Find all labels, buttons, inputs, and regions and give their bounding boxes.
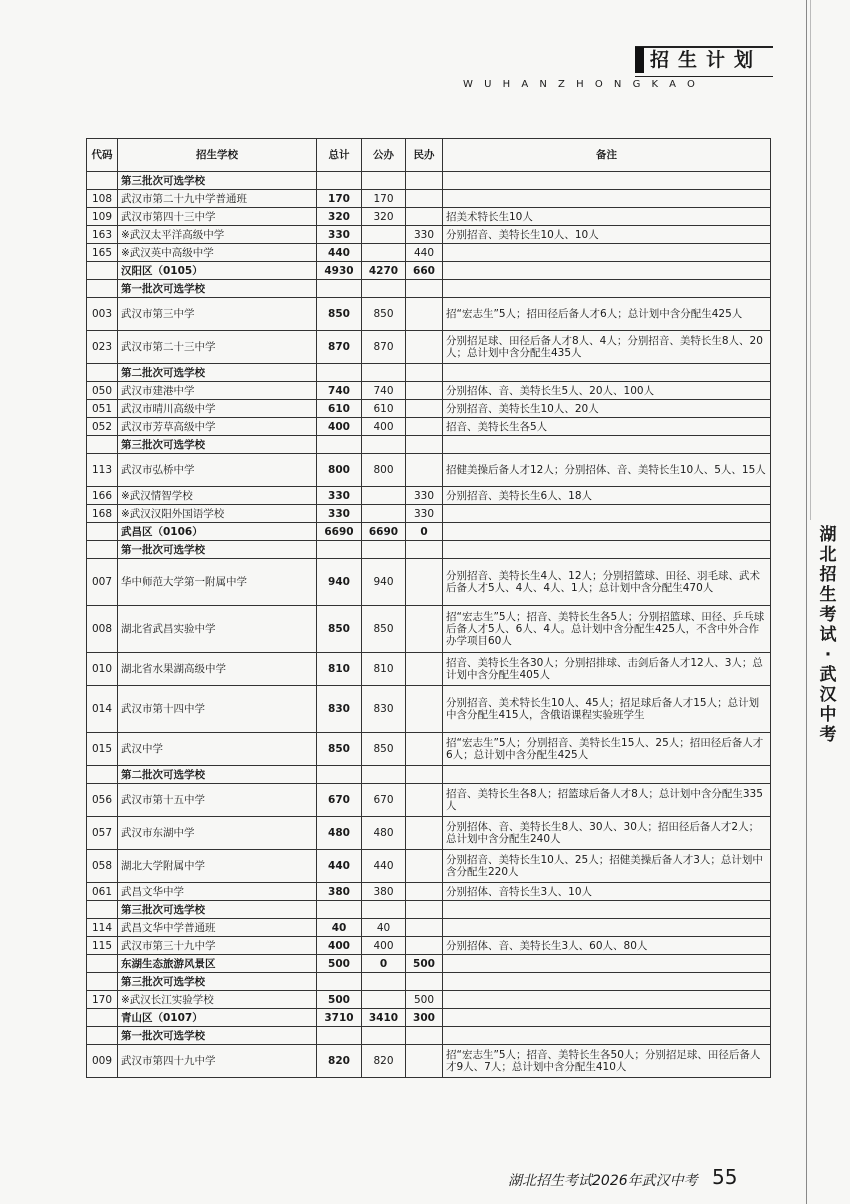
school-name: 青山区（0107）: [118, 1009, 317, 1027]
private-count: [406, 817, 443, 850]
batch-section-row: [87, 973, 771, 991]
school-name: 武昌文华中学: [118, 883, 317, 901]
public-count: [362, 172, 406, 190]
public-count: 940: [362, 559, 406, 606]
table-row: [87, 418, 771, 436]
public-count: [362, 1027, 406, 1045]
remarks: 分别招音、美特长生10人、10人: [443, 226, 771, 244]
school-code: [87, 901, 118, 919]
total-count: [317, 280, 362, 298]
school-code: [87, 364, 118, 382]
school-code: 113: [87, 454, 118, 487]
public-count: [362, 505, 406, 523]
school-name: 第三批次可选学校: [118, 172, 317, 190]
total-count: 870: [317, 331, 362, 364]
school-code: 168: [87, 505, 118, 523]
remarks: [443, 280, 771, 298]
school-name: 武汉市第四十九中学: [118, 1045, 317, 1078]
school-name: ※武汉英中高级中学: [118, 244, 317, 262]
school-name: 武汉市弘桥中学: [118, 454, 317, 487]
school-code: 023: [87, 331, 118, 364]
table-row: [87, 686, 771, 733]
private-count: [406, 919, 443, 937]
table-row: [87, 653, 771, 686]
school-name: 武汉市晴川高级中学: [118, 400, 317, 418]
school-name: ※武汉太平洋高级中学: [118, 226, 317, 244]
school-name: 武汉市第十四中学: [118, 686, 317, 733]
school-name: 武汉市建港中学: [118, 382, 317, 400]
total-count: 330: [317, 226, 362, 244]
table-row: [87, 850, 771, 883]
school-code: [87, 262, 118, 280]
school-name: 第三批次可选学校: [118, 436, 317, 454]
private-count: [406, 850, 443, 883]
school-code: [87, 1027, 118, 1045]
page-number: 55: [712, 1165, 738, 1189]
total-count: 830: [317, 686, 362, 733]
private-count: [406, 190, 443, 208]
total-count: 3710: [317, 1009, 362, 1027]
footer-title: 湖北招生考试2026年武汉中考: [508, 1173, 698, 1189]
remarks: [443, 1027, 771, 1045]
private-count: [406, 208, 443, 226]
public-count: 4270: [362, 262, 406, 280]
remarks: 招“宏志生”5人；招音、美特长生各5人；分别招篮球、田径、乒乓球后备人才5人、6人、4人。总计划中含分配生425人，不含中外合作办学项目60人: [443, 606, 771, 653]
school-code: [87, 541, 118, 559]
school-code: 008: [87, 606, 118, 653]
school-code: 166: [87, 487, 118, 505]
school-name: 武汉市第十五中学: [118, 784, 317, 817]
table-row: [87, 208, 771, 226]
remarks: 分别招足球、田径后备人才8人、4人；分别招音、美特长生8人、20人；总计划中含分配生435人: [443, 331, 771, 364]
remarks: 招健美操后备人才12人；分别招体、音、美特长生10人、5人、15人: [443, 454, 771, 487]
private-count: 660: [406, 262, 443, 280]
public-count: [362, 766, 406, 784]
public-count: 820: [362, 1045, 406, 1078]
table-row: [87, 784, 771, 817]
public-count: 6690: [362, 523, 406, 541]
school-code: 163: [87, 226, 118, 244]
school-name: 第三批次可选学校: [118, 901, 317, 919]
school-code: 014: [87, 686, 118, 733]
header-code: 代码: [87, 139, 118, 172]
public-count: 440: [362, 850, 406, 883]
total-count: [317, 901, 362, 919]
table-row: [87, 991, 771, 1009]
private-count: [406, 766, 443, 784]
school-name: 武汉市第三中学: [118, 298, 317, 331]
public-count: [362, 541, 406, 559]
remarks: 分别招音、美特长生4人、12人；分别招篮球、田径、羽毛球、武术后备人才5人、4人、4人、1人；总计划中含分配生470人: [443, 559, 771, 606]
total-count: 400: [317, 418, 362, 436]
side-label: 湖北招生考试·武汉中考: [819, 525, 837, 745]
private-count: 440: [406, 244, 443, 262]
remarks: [443, 955, 771, 973]
table-row: [87, 817, 771, 850]
total-count: 850: [317, 733, 362, 766]
school-code: [87, 436, 118, 454]
batch-section-row: [87, 364, 771, 382]
school-code: 109: [87, 208, 118, 226]
public-count: [362, 226, 406, 244]
public-count: [362, 280, 406, 298]
total-count: [317, 172, 362, 190]
table-row: [87, 1045, 771, 1078]
school-name: 第三批次可选学校: [118, 973, 317, 991]
school-code: 010: [87, 653, 118, 686]
school-code: 115: [87, 937, 118, 955]
public-count: 610: [362, 400, 406, 418]
total-count: [317, 364, 362, 382]
public-count: [362, 973, 406, 991]
school-name: 湖北省武昌实验中学: [118, 606, 317, 653]
total-count: 330: [317, 505, 362, 523]
private-count: [406, 937, 443, 955]
remarks: [443, 244, 771, 262]
page-header-subtitle: WUHANZHONGKAO: [463, 79, 707, 90]
district-row: [87, 523, 771, 541]
table-row: [87, 937, 771, 955]
school-name: 武汉市第四十三中学: [118, 208, 317, 226]
private-count: [406, 1027, 443, 1045]
total-count: 320: [317, 208, 362, 226]
remarks: [443, 364, 771, 382]
school-name: 武汉中学: [118, 733, 317, 766]
private-count: [406, 883, 443, 901]
total-count: 810: [317, 653, 362, 686]
school-name: 武昌区（0106）: [118, 523, 317, 541]
school-name: 武汉市第三十九中学: [118, 937, 317, 955]
batch-section-row: [87, 172, 771, 190]
header-bar: [635, 47, 644, 73]
private-count: [406, 400, 443, 418]
remarks: 招音、美特长生各30人；分别招排球、击剑后备人才12人、3人；总计划中含分配生405人: [443, 653, 771, 686]
total-count: 500: [317, 955, 362, 973]
remarks: [443, 541, 771, 559]
batch-section-row: [87, 1027, 771, 1045]
table-row: [87, 400, 771, 418]
public-count: 850: [362, 298, 406, 331]
school-name: 武汉市芳草高级中学: [118, 418, 317, 436]
total-count: 4930: [317, 262, 362, 280]
table-row: [87, 244, 771, 262]
remarks: [443, 919, 771, 937]
public-count: 800: [362, 454, 406, 487]
header-public: 公办: [362, 139, 406, 172]
remarks: 分别招音、美特长生6人、18人: [443, 487, 771, 505]
total-count: [317, 973, 362, 991]
table-row: [87, 226, 771, 244]
public-count: [362, 244, 406, 262]
school-name: 第一批次可选学校: [118, 280, 317, 298]
school-name: ※武汉情智学校: [118, 487, 317, 505]
total-count: 380: [317, 883, 362, 901]
table-row: [87, 733, 771, 766]
school-code: [87, 973, 118, 991]
total-count: 400: [317, 937, 362, 955]
school-code: 061: [87, 883, 118, 901]
private-count: [406, 418, 443, 436]
total-count: 850: [317, 606, 362, 653]
total-count: 170: [317, 190, 362, 208]
table-header-row: [87, 139, 771, 172]
remarks: 招“宏志生”5人；招田径后备人才6人；总计划中含分配生425人: [443, 298, 771, 331]
total-count: 440: [317, 850, 362, 883]
public-count: 0: [362, 955, 406, 973]
school-code: 114: [87, 919, 118, 937]
private-count: [406, 280, 443, 298]
batch-section-row: [87, 436, 771, 454]
private-count: [406, 653, 443, 686]
remarks: 分别招体、音特长生3人、10人: [443, 883, 771, 901]
private-count: 330: [406, 226, 443, 244]
private-count: [406, 454, 443, 487]
table-row: [87, 298, 771, 331]
private-count: [406, 733, 443, 766]
public-count: 3410: [362, 1009, 406, 1027]
school-name: 湖北大学附属中学: [118, 850, 317, 883]
private-count: [406, 973, 443, 991]
private-count: [406, 298, 443, 331]
remarks: [443, 523, 771, 541]
school-code: 108: [87, 190, 118, 208]
school-code: 165: [87, 244, 118, 262]
remarks: [443, 505, 771, 523]
school-name: 第二批次可选学校: [118, 766, 317, 784]
public-count: 170: [362, 190, 406, 208]
table-row: [87, 382, 771, 400]
remarks: [443, 262, 771, 280]
school-code: 051: [87, 400, 118, 418]
school-name: 武昌文华中学普通班: [118, 919, 317, 937]
public-count: [362, 487, 406, 505]
school-name: ※武汉长江实验学校: [118, 991, 317, 1009]
batch-section-row: [87, 766, 771, 784]
table-row: [87, 919, 771, 937]
remarks: [443, 991, 771, 1009]
school-code: [87, 172, 118, 190]
school-code: 050: [87, 382, 118, 400]
remarks: [443, 973, 771, 991]
school-code: [87, 523, 118, 541]
remarks: 分别招音、美术特长生10人、45人；招足球后备人才15人；总计划中含分配生415人，含俄语课程实验班学生: [443, 686, 771, 733]
public-count: 380: [362, 883, 406, 901]
remarks: [443, 190, 771, 208]
edge-line: [806, 0, 807, 1204]
remarks: 招“宏志生”5人；招音、美特长生各50人；分别招足球、田径后备人才9人、7人；总计划中含分配生410人: [443, 1045, 771, 1078]
school-code: [87, 1009, 118, 1027]
remarks: 分别招体、音、美特长生8人、30人、30人；招田径后备人才2人；总计划中含分配生240人: [443, 817, 771, 850]
private-count: [406, 436, 443, 454]
school-name: 第二批次可选学校: [118, 364, 317, 382]
page-header-title: 招生计划: [650, 49, 763, 71]
total-count: [317, 766, 362, 784]
total-count: 670: [317, 784, 362, 817]
private-count: 330: [406, 487, 443, 505]
total-count: 800: [317, 454, 362, 487]
total-count: 820: [317, 1045, 362, 1078]
private-count: [406, 606, 443, 653]
school-code: [87, 955, 118, 973]
public-count: [362, 901, 406, 919]
edge-line-inner: [810, 0, 811, 520]
remarks: [443, 901, 771, 919]
private-count: [406, 382, 443, 400]
school-name: 武汉市第二十九中学普通班: [118, 190, 317, 208]
school-code: 007: [87, 559, 118, 606]
batch-section-row: [87, 280, 771, 298]
table-row: [87, 883, 771, 901]
school-code: [87, 280, 118, 298]
total-count: 940: [317, 559, 362, 606]
public-count: 400: [362, 418, 406, 436]
public-count: 850: [362, 733, 406, 766]
header-school: 招生学校: [118, 139, 317, 172]
total-count: 480: [317, 817, 362, 850]
remarks: 招美术特长生10人: [443, 208, 771, 226]
private-count: 500: [406, 991, 443, 1009]
enrollment-plan-table: [86, 138, 771, 1078]
remarks: 分别招体、音、美特长生5人、20人、100人: [443, 382, 771, 400]
remarks: 分别招音、美特长生10人、25人；招健美操后备人才3人；总计划中含分配生220人: [443, 850, 771, 883]
private-count: 300: [406, 1009, 443, 1027]
private-count: [406, 541, 443, 559]
private-count: 330: [406, 505, 443, 523]
school-code: 058: [87, 850, 118, 883]
public-count: [362, 436, 406, 454]
table-row: [87, 606, 771, 653]
table-row: [87, 505, 771, 523]
remarks: 招音、美特长生各5人: [443, 418, 771, 436]
school-code: [87, 766, 118, 784]
private-count: [406, 686, 443, 733]
total-count: 740: [317, 382, 362, 400]
school-name: 第一批次可选学校: [118, 1027, 317, 1045]
table-row: [87, 454, 771, 487]
total-count: [317, 541, 362, 559]
remarks: 分别招体、音、美特长生3人、60人、80人: [443, 937, 771, 955]
public-count: 400: [362, 937, 406, 955]
remarks: [443, 172, 771, 190]
public-count: 670: [362, 784, 406, 817]
header-note: 备注: [443, 139, 771, 172]
total-count: 610: [317, 400, 362, 418]
remarks: [443, 766, 771, 784]
district-row: [87, 1009, 771, 1027]
school-name: ※武汉汉阳外国语学校: [118, 505, 317, 523]
batch-section-row: [87, 541, 771, 559]
table-row: [87, 331, 771, 364]
private-count: [406, 364, 443, 382]
public-count: 40: [362, 919, 406, 937]
private-count: [406, 901, 443, 919]
table-row: [87, 190, 771, 208]
public-count: 740: [362, 382, 406, 400]
public-count: 830: [362, 686, 406, 733]
private-count: [406, 331, 443, 364]
private-count: [406, 784, 443, 817]
private-count: [406, 559, 443, 606]
header-private: 民办: [406, 139, 443, 172]
school-name: 武汉市第二十三中学: [118, 331, 317, 364]
remarks: 分别招音、美特长生10人、20人: [443, 400, 771, 418]
total-count: 440: [317, 244, 362, 262]
school-name: 第一批次可选学校: [118, 541, 317, 559]
total-count: 40: [317, 919, 362, 937]
total-count: 330: [317, 487, 362, 505]
public-count: 850: [362, 606, 406, 653]
remarks: 招“宏志生”5人；分别招音、美特长生15人、25人；招田径后备人才6人；总计划中含分配生425人: [443, 733, 771, 766]
district-row: [87, 955, 771, 973]
total-count: 850: [317, 298, 362, 331]
private-count: [406, 172, 443, 190]
public-count: 810: [362, 653, 406, 686]
header-total: 总计: [317, 139, 362, 172]
remarks: [443, 436, 771, 454]
public-count: 320: [362, 208, 406, 226]
private-count: 500: [406, 955, 443, 973]
school-name: 湖北省水果湖高级中学: [118, 653, 317, 686]
school-code: 052: [87, 418, 118, 436]
school-name: 东湖生态旅游风景区: [118, 955, 317, 973]
school-code: 057: [87, 817, 118, 850]
school-code: 009: [87, 1045, 118, 1078]
school-name: 汉阳区（0105）: [118, 262, 317, 280]
remarks: 招音、美特长生各8人；招篮球后备人才8人；总计划中含分配生335人: [443, 784, 771, 817]
school-code: 003: [87, 298, 118, 331]
school-name: 华中师范大学第一附属中学: [118, 559, 317, 606]
table-row: [87, 487, 771, 505]
table-row: [87, 559, 771, 606]
private-count: [406, 1045, 443, 1078]
public-count: [362, 364, 406, 382]
public-count: 480: [362, 817, 406, 850]
batch-section-row: [87, 901, 771, 919]
total-count: 500: [317, 991, 362, 1009]
total-count: [317, 1027, 362, 1045]
total-count: [317, 436, 362, 454]
public-count: 870: [362, 331, 406, 364]
school-code: 015: [87, 733, 118, 766]
district-row: [87, 262, 771, 280]
private-count: 0: [406, 523, 443, 541]
remarks: [443, 1009, 771, 1027]
school-code: 170: [87, 991, 118, 1009]
school-name: 武汉市东湖中学: [118, 817, 317, 850]
total-count: 6690: [317, 523, 362, 541]
public-count: [362, 991, 406, 1009]
school-code: 056: [87, 784, 118, 817]
